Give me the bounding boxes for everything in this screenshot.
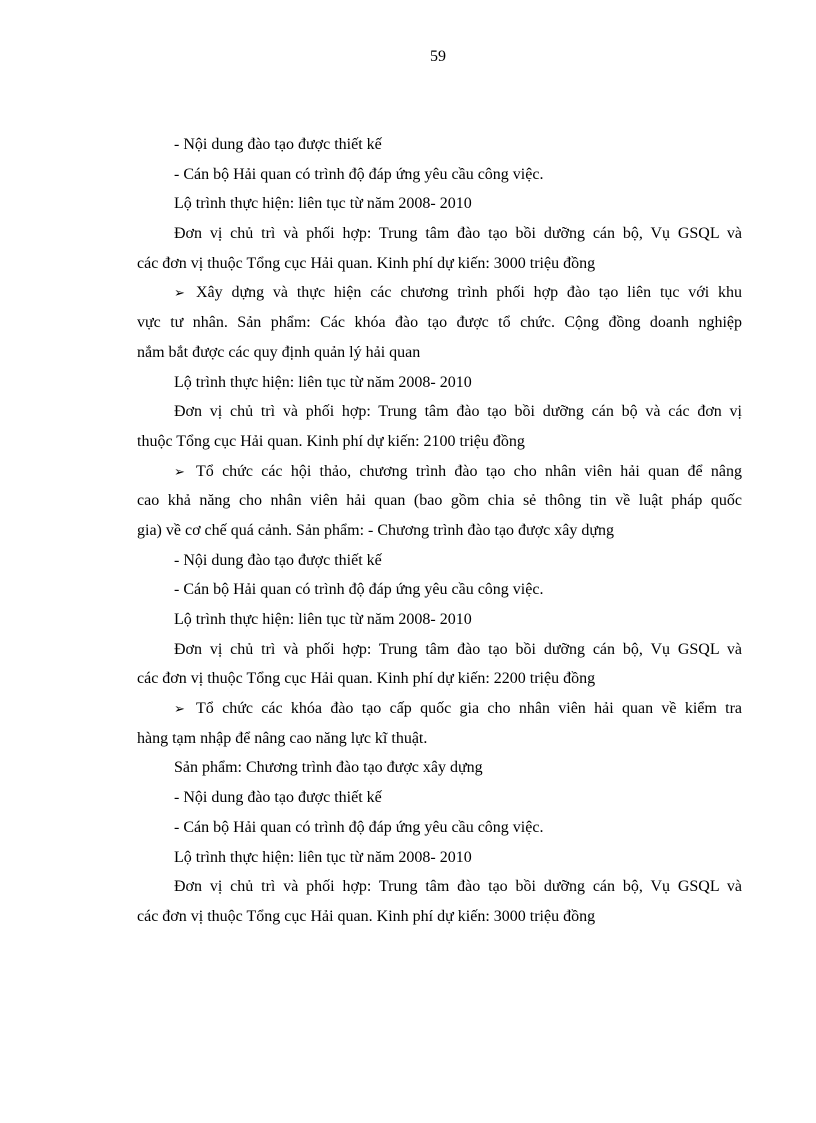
- text-line: gia) về cơ chế quá cảnh. Sản phẩm: - Chương trình đào tạo được xây dựng: [137, 521, 615, 539]
- text-line: các đơn vị thuộc Tổng cục Hải quan. Kinh phí dự kiến: 3000 triệu đồng: [137, 907, 596, 925]
- document-body: [137, 130, 742, 932]
- bullet-item: [137, 278, 742, 308]
- text-line: - Cán bộ Hải quan có trình độ đáp ứng yêu cầu công việc.: [174, 818, 544, 836]
- text-line: - Cán bộ Hải quan có trình độ đáp ứng yêu cầu công việc.: [174, 581, 544, 599]
- bullet-item: [137, 457, 742, 487]
- text-line: cao khả năng cho nhân viên hải quan (bao gồm chia sẻ thông tin về luật pháp quốc: [137, 492, 742, 510]
- text-line: Đơn vị chủ trì và phối hợp: Trung tâm đào tạo bồi dưỡng cán bộ và các đơn vị: [174, 403, 742, 421]
- text-line: các đơn vị thuộc Tổng cục Hải quan. Kinh phí dự kiến: 3000 triệu đồng: [137, 254, 596, 272]
- arrow-bullet-icon: ➢: [174, 702, 185, 718]
- arrow-bullet-icon: ➢: [174, 464, 185, 480]
- bullet-text: Tổ chức các khóa đào tạo cấp quốc gia cho nhân viên hải quan về kiểm tra: [196, 700, 742, 718]
- bullet-item: [137, 694, 742, 724]
- text-line: nắm bắt được các quy định quản lý hải quan: [137, 343, 421, 361]
- text-line: Đơn vị chủ trì và phối hợp: Trung tâm đào tạo bồi dưỡng cán bộ, Vụ GSQL và: [174, 640, 742, 658]
- text-line: Lộ trình thực hiện: liên tục từ năm 2008- 2010: [174, 611, 472, 628]
- text-line: hàng tạm nhập để nâng cao năng lực kĩ thuật.: [137, 729, 428, 747]
- text-line: Lộ trình thực hiện: liên tục từ năm 2008- 2010: [174, 848, 472, 866]
- text-line: - Nội dung đào tạo được thiết kế: [174, 551, 382, 569]
- bullet-text: Xây dựng và thực hiện các chương trình phối hợp đào tạo liên tục với khu: [196, 284, 742, 302]
- text-line: các đơn vị thuộc Tổng cục Hải quan. Kinh phí dự kiến: 2200 triệu đồng: [137, 670, 596, 688]
- text-line: Đơn vị chủ trì và phối hợp: Trung tâm đào tạo bồi dưỡng cán bộ, Vụ GSQL và: [174, 225, 742, 243]
- text-line: Sản phẩm: Chương trình đào tạo được xây dựng: [174, 759, 483, 777]
- text-line: Đơn vị chủ trì và phối hợp: Trung tâm đào tạo bồi dưỡng cán bộ, Vụ GSQL và: [174, 878, 742, 896]
- text-line: - Nội dung đào tạo được thiết kế: [174, 136, 382, 153]
- arrow-bullet-icon: ➢: [174, 286, 185, 302]
- text-line: - Nội dung đào tạo được thiết kế: [174, 789, 382, 807]
- text-line: Lộ trình thực hiện: liên tục từ năm 2008- 2010: [174, 195, 472, 213]
- text-line: vực tư nhân. Sản phẩm: Các khóa đào tạo được tổ chức. Cộng đồng doanh nghiệp: [137, 314, 742, 332]
- text-line: - Cán bộ Hải quan có trình độ đáp ứng yêu cầu công việc.: [174, 165, 544, 183]
- bullet-text: Tổ chức các hội thảo, chương trình đào tạo cho nhân viên hải quan để nâng: [196, 462, 742, 480]
- text-line: Lộ trình thực hiện: liên tục từ năm 2008- 2010: [174, 373, 472, 391]
- page-number: 59: [430, 48, 446, 65]
- text-line: thuộc Tổng cục Hải quan. Kinh phí dự kiến: 2100 triệu đồng: [137, 432, 525, 450]
